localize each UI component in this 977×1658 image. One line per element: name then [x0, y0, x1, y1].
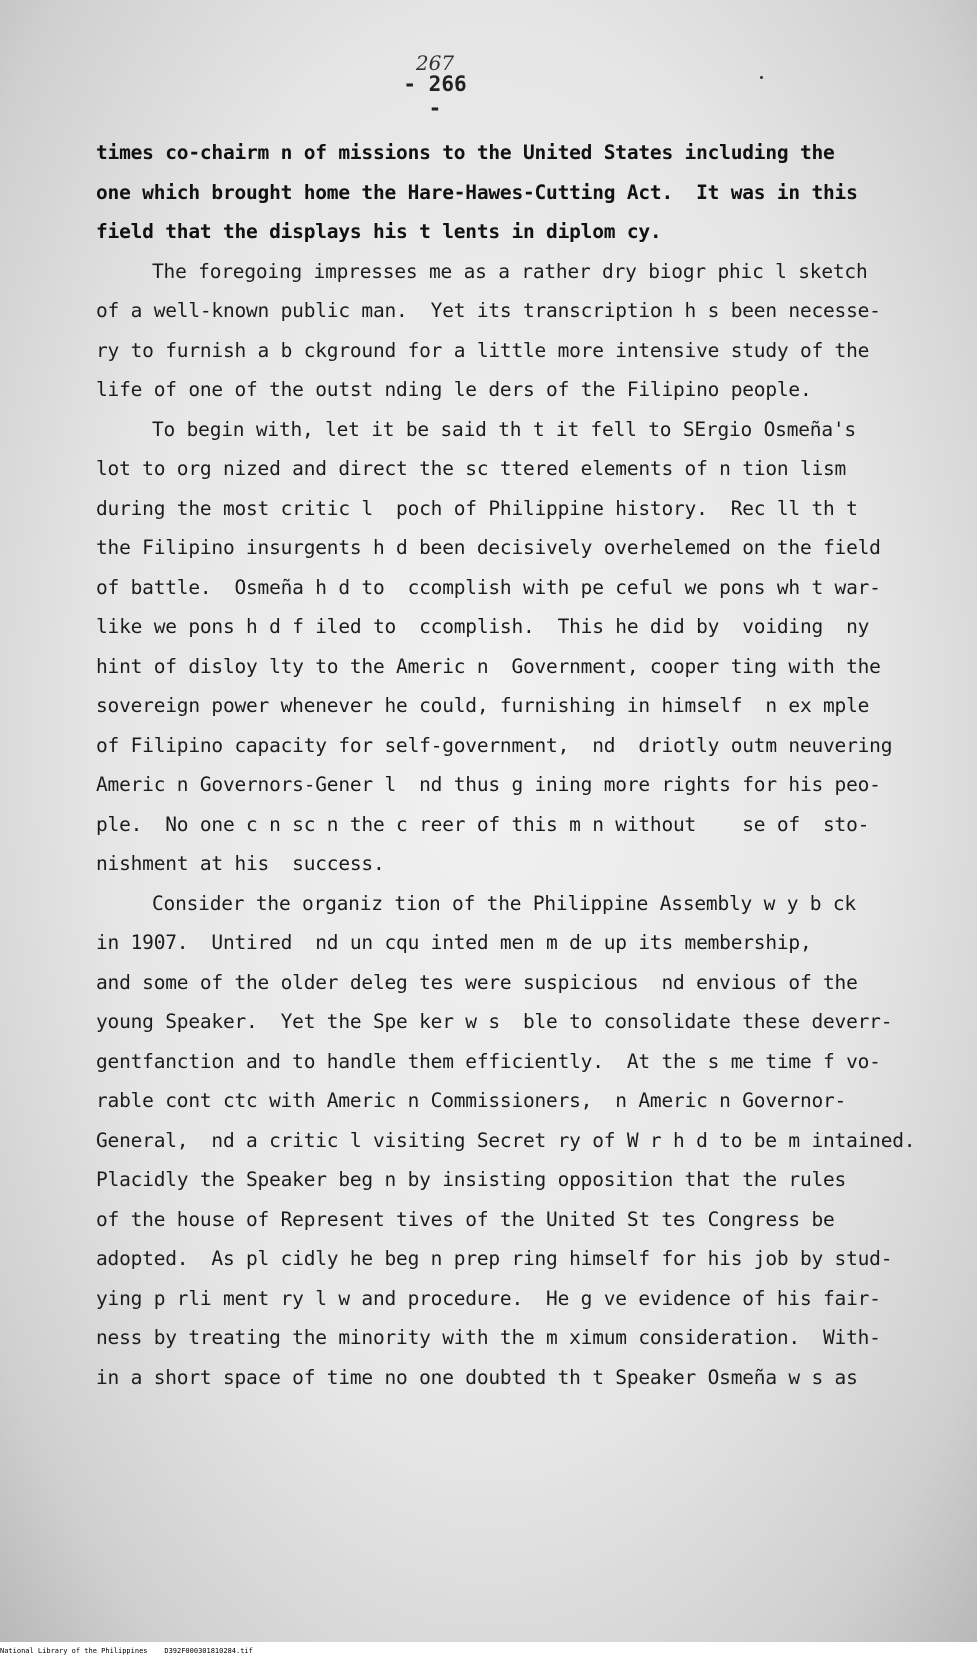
paragraph [96, 133, 896, 252]
text-line: of battle. Osmeña h d to ccomplish with pe ceful we pons wh t war- [96, 575, 881, 599]
text-line: ness by treating the minority with the m ximum consideration. With- [96, 1326, 881, 1349]
text-line: like we pons h d f iled to ccomplish. This he did by voiding ny [96, 615, 870, 638]
handwritten-page-number: 267 [415, 51, 455, 75]
text-line: adopted. As pl cidly he beg n prep ring himself for his job by stud- [96, 1247, 893, 1270]
text-line: of the house of Represent tives of the United St tes Congress be [96, 1207, 835, 1231]
scan-footer-caption: National Library of the Philippines D392F000301810284.tif [0, 1645, 977, 1658]
text-line: lot to org nized and direct the sc ttered elements of n tion lism [96, 457, 847, 480]
text-line: sovereign power whenever he could, furnishing in himself n ex mple [96, 694, 870, 717]
text-line: field that the displays his t lents in diplom cy. [96, 220, 662, 243]
document-body [96, 133, 916, 1397]
text-line: of Filipino capacity for self-government, nd driotly outm neuvering [96, 733, 893, 757]
text-line: the Filipino insurgents h d been decisively overhelemed on the field [96, 536, 881, 559]
text-line: in 1907. Untired nd un cqu inted men m de up its membership, [96, 931, 812, 954]
text-line: General, nd a critic l visiting Secret ry of W r h d to be m intained. [96, 1128, 916, 1152]
typed-page-number: - 266 - [403, 72, 467, 120]
paragraph [96, 410, 896, 884]
text-line: gentfanction and to handle them efficiently. At the s me time f vo- [96, 1049, 881, 1073]
text-line: in a short space of time no one doubted th t Speaker Osmeña w s as [96, 1365, 858, 1389]
text-line: ying p rli ment ry l w and procedure. He g ve evidence of his fair- [96, 1286, 881, 1310]
paragraph [96, 884, 916, 1398]
text-line: ple. No one c n sc n the c reer of this m n without se of sto- [96, 812, 870, 836]
paragraph [96, 252, 896, 410]
text-line: nishment at his success. [96, 852, 385, 875]
text-line: young Speaker. Yet the Spe ker w s ble to consolidate these deverr- [96, 1010, 893, 1033]
ink-speck [760, 76, 763, 79]
text-line: life of one of the outst nding le ders of the Filipino people. [96, 378, 812, 401]
text-line: during the most critic l poch of Philippine history. Rec ll th t [96, 496, 858, 520]
text-line: and some of the older deleg tes were suspicious nd envious of the [96, 970, 858, 994]
text-line: one which brought home the Hare-Hawes-Cutting Act. It was in this [96, 180, 858, 204]
text-line: Placidly the Speaker beg n by insisting opposition that the rules [96, 1168, 847, 1191]
text-line: of a well-known public man. Yet its transcription h s been necesse- [96, 299, 881, 322]
text-line: rable cont ctc with Americ n Commissioners, n Americ n Governor- [96, 1089, 847, 1112]
text-line: ry to furnish a b ckground for a little more intensive study of the [96, 338, 870, 362]
text-line: Consider the organiz tion of the Philippine Assembly w y b ck [152, 891, 856, 915]
text-line: To begin with, let it be said th t it fell to SErgio Osmeña's [152, 417, 856, 441]
page-number-block [395, 51, 475, 120]
text-line: hint of disloy lty to the Americ n Government, cooper ting with the [96, 654, 881, 678]
text-line: times co-chairm n of missions to the United States including the [96, 141, 835, 164]
text-line: The foregoing impresses me as a rather dry biogr phic l sketch [152, 259, 868, 283]
text-line: Americ n Governors-Gener l nd thus g ining more rights for his peo- [96, 773, 881, 796]
